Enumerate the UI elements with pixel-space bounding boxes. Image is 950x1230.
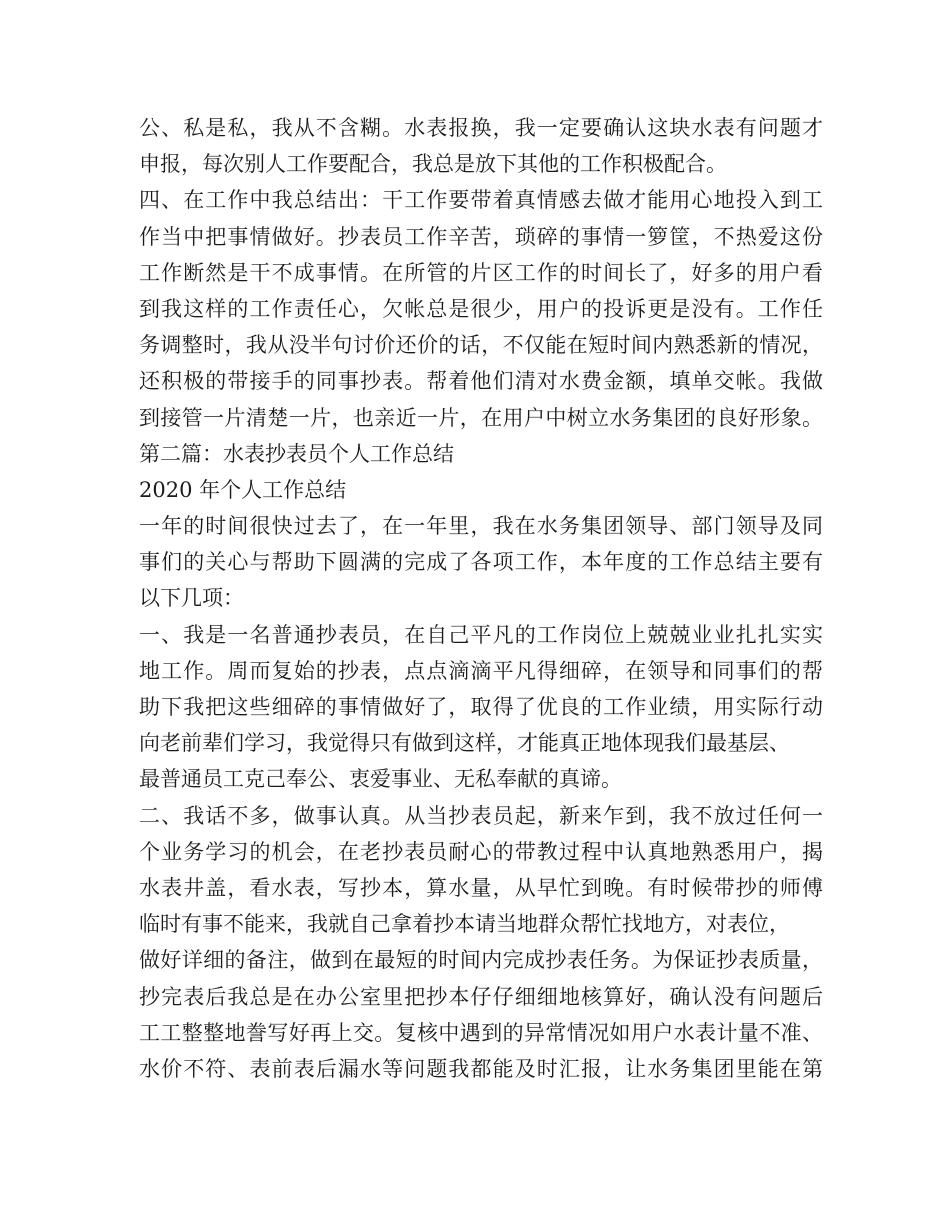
text-line: 工作断然是干不成事情。在所管的片区工作的时间长了，好多的用户看 bbox=[139, 260, 823, 285]
text-line: 事们的关心与帮助下圆满的完成了各项工作，本年度的工作总结主要有 bbox=[139, 550, 823, 575]
text-line: 个业务学习的机会，在老抄表员耐心的带教过程中认真地熟悉用户，揭 bbox=[139, 839, 823, 864]
text-line: 助下我把这些细碎的事情做好了，取得了优良的工作业绩，用实际行动 bbox=[139, 695, 823, 719]
text-line: 一年的时间很快过去了，在一年里，我在水务集团领导、部门领导及同 bbox=[139, 514, 823, 539]
text-line: 到接管一片清楚一片，也亲近一片，在用户中树立水务集团的良好形象。 bbox=[139, 405, 823, 430]
text-line: 还积极的带接手的同事抄表。帮着他们清对水费金额，填单交帐。我做 bbox=[139, 369, 823, 394]
text-line: 水表井盖，看水表，写抄本，算水量，从早忙到晚。有时候带抄的师傅 bbox=[139, 875, 823, 900]
text-line: 申报，每次别人工作要配合，我总是放下其他的工作积极配合。 bbox=[139, 152, 727, 177]
text-line: 四、在工作中我总结出：干工作要带着真情感去做才能用心地投入到工 bbox=[139, 188, 823, 213]
text-line: 工工整整地誊写好再上交。复核中遇到的异常情况如用户水表计量不准、 bbox=[139, 1020, 823, 1045]
text-line: 抄完表后我总是在办公室里把抄本仔仔细细地核算好，确认没有问题后 bbox=[139, 984, 823, 1009]
text-line: 最普通员工克己奉公、衷爱事业、无私奉献的真谛。 bbox=[139, 767, 622, 792]
text-line: 水价不符、表前表后漏水等问题我都能及时汇报，让水务集团里能在第 bbox=[139, 1056, 823, 1081]
text-line: 临时有事不能来，我就自己拿着抄本请当地群众帮忙找地方，对表位， bbox=[139, 912, 790, 937]
text-line: 作当中把事情做好。抄表员工作辛苦，琐碎的事情一箩筐，不热爱这份 bbox=[139, 224, 823, 249]
text-line: 向老前辈们学习，我觉得只有做到这样，才能真正地体现我们最基层、 bbox=[139, 731, 790, 756]
text-line: 做好详细的备注，做到在最短的时间内完成抄表任务。为保证抄表质量， bbox=[139, 948, 823, 973]
text-line: 务调整时，我从没半句讨价还价的话，不仅能在短时间内熟悉新的情况， bbox=[139, 333, 823, 358]
text-line: 公、私是私，我从不含糊。水表报换，我一定要确认这块水表有问题才 bbox=[139, 116, 823, 140]
text-line: 以下几项： bbox=[139, 586, 244, 611]
text-line: 到我这样的工作责任心，欠帐总是很少，用户的投诉更是没有。工作任 bbox=[139, 296, 823, 321]
section-heading: 第二篇：水表抄表员个人工作总结 bbox=[139, 441, 454, 466]
text-line: 二、我话不多，做事认真。从当抄表员起，新来乍到，我不放过任何一 bbox=[139, 803, 823, 828]
body-text bbox=[139, 110, 839, 1087]
text-line: 地工作。周而复始的抄表，点点滴滴平凡得细碎，在领导和同事们的帮 bbox=[139, 658, 823, 683]
text-line: 一、我是一名普通抄表员，在自己平凡的工作岗位上兢兢业业扎扎实实 bbox=[139, 622, 823, 647]
subheading: 2020 年个人工作总结 bbox=[139, 477, 347, 502]
